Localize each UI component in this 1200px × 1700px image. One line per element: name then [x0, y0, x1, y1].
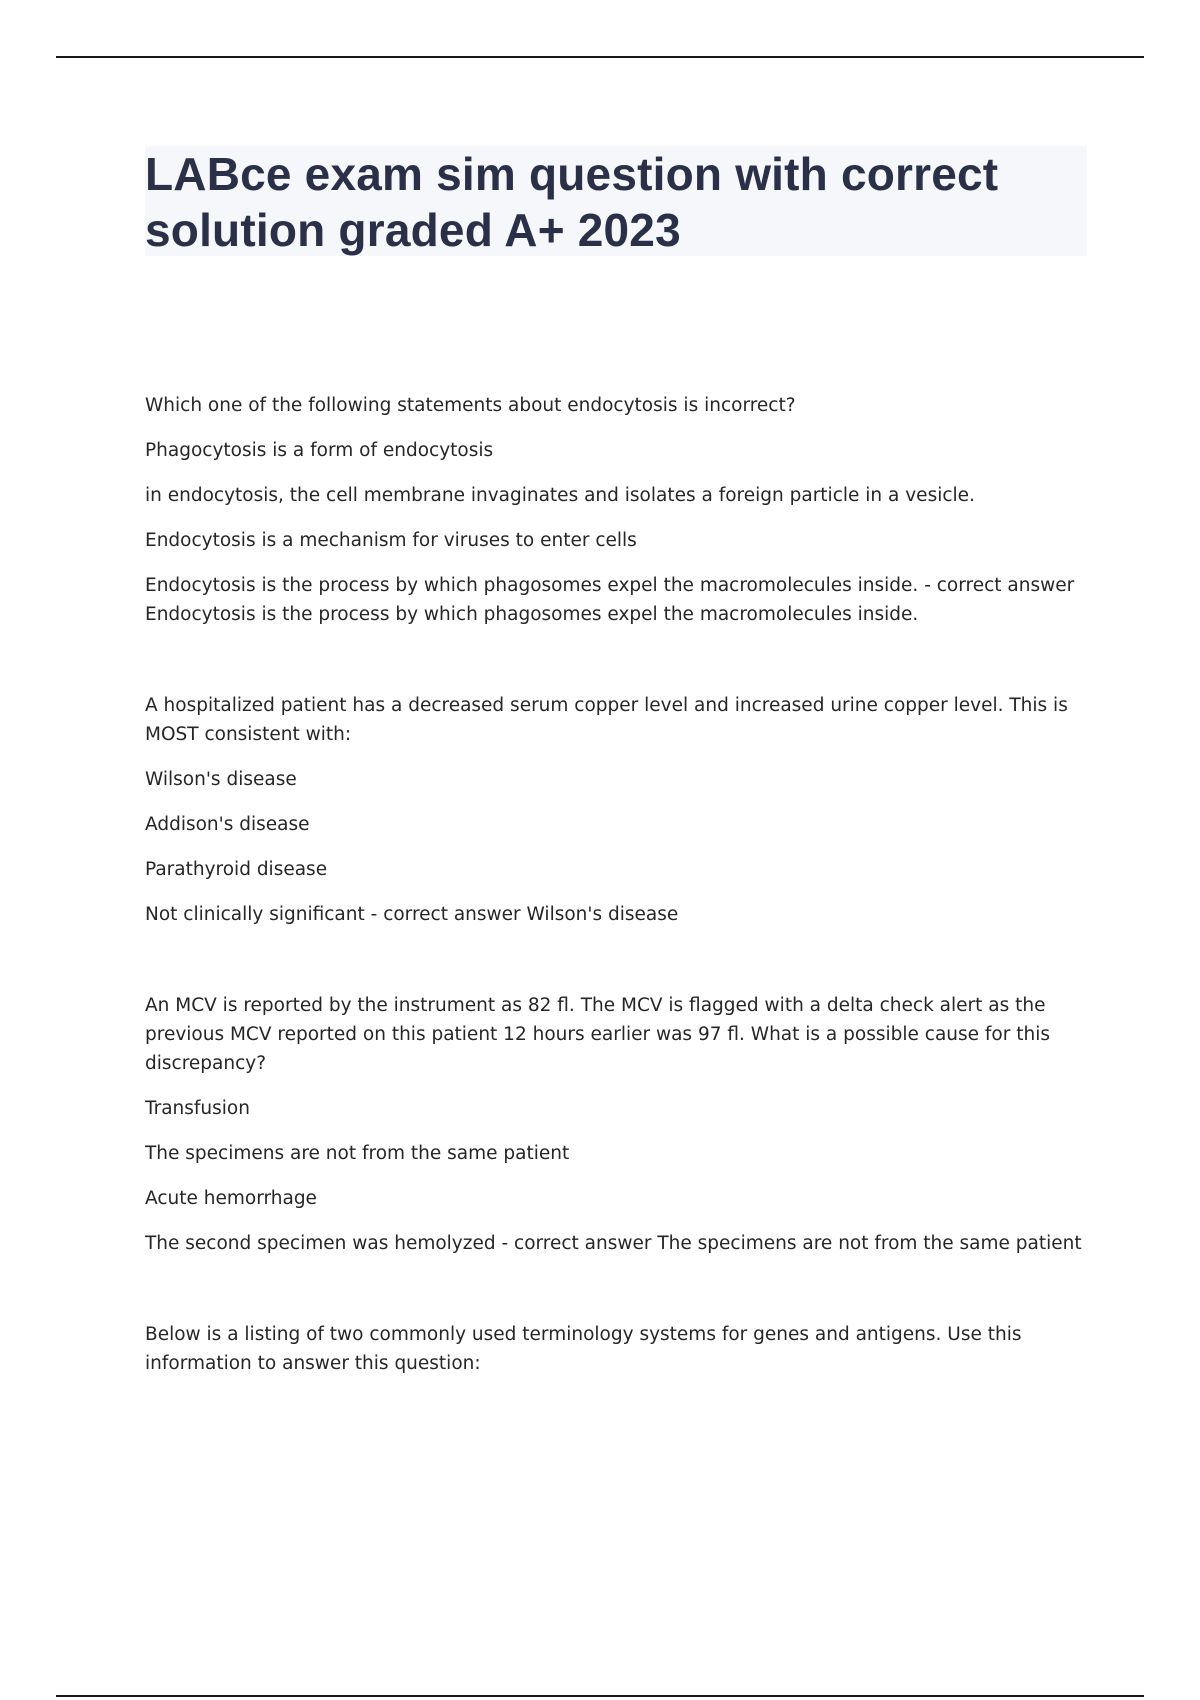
question-block-4	[145, 1320, 1095, 1378]
answer-option: in endocytosis, the cell membrane invaginates and isolates a foreign particle in a vesicle.	[145, 485, 975, 506]
document-body	[145, 391, 1095, 1440]
top-rule	[56, 56, 1144, 58]
answer-option: Acute hemorrhage	[145, 1188, 317, 1209]
answer-option: The specimens are not from the same patient	[145, 1143, 570, 1164]
answer-option-with-correct-answer: The second specimen was hemolyzed - correct answer The specimens are not from the same patient	[145, 1233, 1082, 1254]
answer-option: Parathyroid disease	[145, 859, 328, 880]
question-block-1	[145, 391, 1095, 629]
document-title: LABce exam sim question with correct solution graded A+ 2023	[145, 148, 999, 256]
question-text: An MCV is reported by the instrument as 82 fl. The MCV is flagged with a delta check alert as the previous MCV reported on this patient 12 hours earlier was 97 fl. What is a possible cause for this discrepancy?	[145, 995, 1050, 1074]
question-text: A hospitalized patient has a decreased serum copper level and increased urine copper level. This is MOST consistent with:	[145, 695, 1068, 745]
question-text: Below is a listing of two commonly used terminology systems for genes and antigens. Use this information to answer this question:	[145, 1324, 1022, 1374]
question-block-3	[145, 991, 1095, 1258]
question-block-2	[145, 691, 1095, 929]
answer-option: Addison's disease	[145, 814, 310, 835]
bottom-rule	[56, 1695, 1144, 1697]
answer-option: Transfusion	[145, 1098, 250, 1119]
answer-option: Wilson's disease	[145, 769, 297, 790]
answer-option: Endocytosis is a mechanism for viruses to enter cells	[145, 530, 637, 551]
title-box	[145, 146, 1087, 256]
answer-option-with-correct-answer: Endocytosis is the process by which phagosomes expel the macromolecules inside. - correct answer Endocytosis is the process by which phagosomes expel the macromolecules inside.	[145, 575, 1075, 625]
answer-option: Phagocytosis is a form of endocytosis	[145, 440, 494, 461]
answer-option-with-correct-answer: Not clinically significant - correct answer Wilson's disease	[145, 904, 679, 925]
question-text: Which one of the following statements about endocytosis is incorrect?	[145, 395, 796, 416]
